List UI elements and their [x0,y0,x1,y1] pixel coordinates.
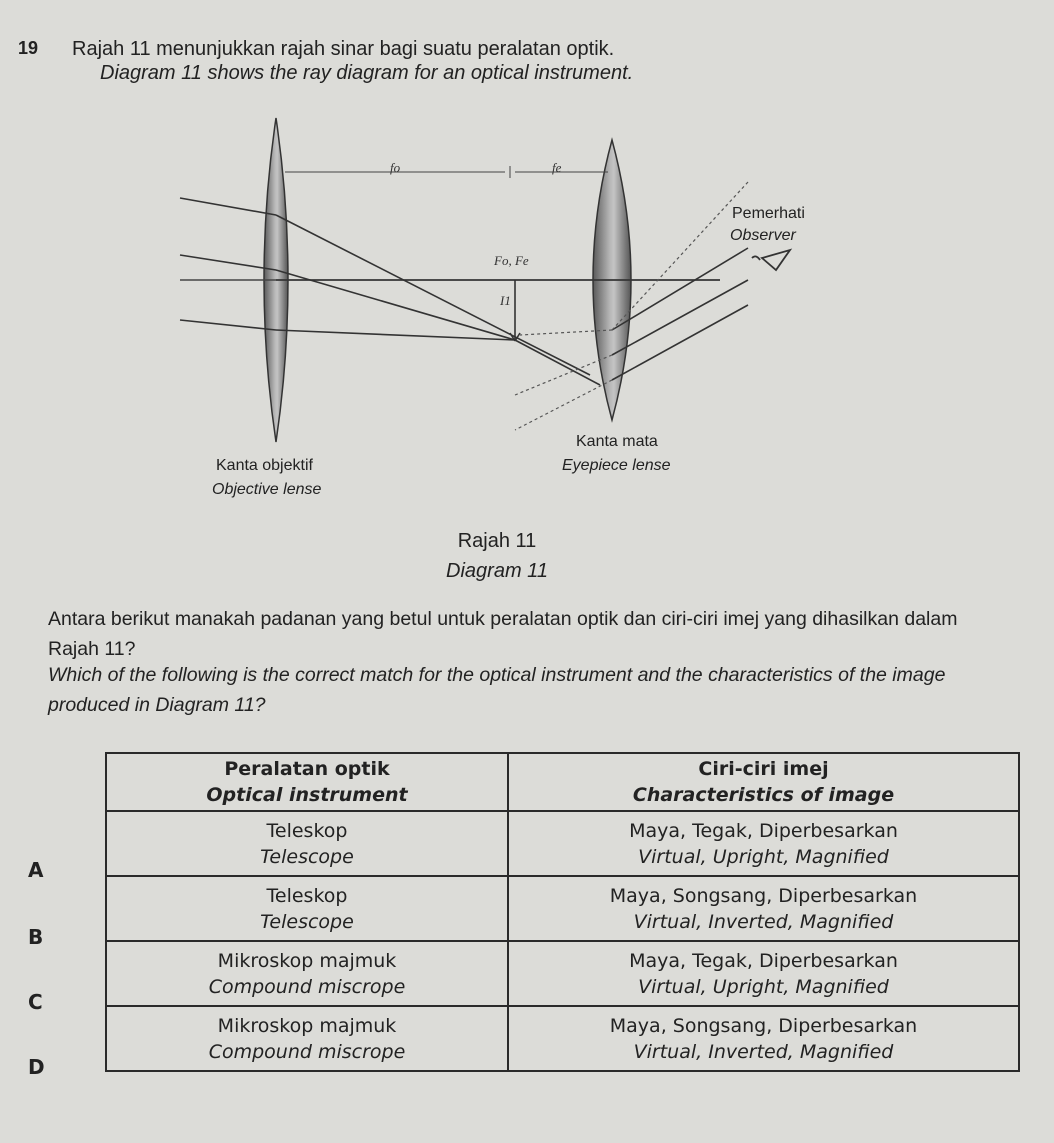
observer-label-malay: Pemerhati [732,205,805,222]
instrument-cell [106,811,508,876]
instrument-malay: Teleskop [266,884,348,907]
header-instrument [106,753,508,811]
ray-diagram [0,90,1054,510]
instrument-malay: Teleskop [266,819,348,842]
question-text-malay: Rajah 11 menunjukkan rajah sinar bagi suatu peralatan optik. [72,38,615,60]
characteristics-english: Virtual, Upright, Magnified [638,845,889,868]
eyepiece-label-malay: Kanta mata [576,433,658,450]
characteristics-english: Virtual, Inverted, Magnified [633,910,894,933]
observer-eye [752,250,790,270]
option-letter-d[interactable]: D [28,1055,45,1079]
table-row[interactable] [106,876,1019,941]
observer-label-english: Observer [730,227,796,244]
characteristics-malay: Maya, Tegak, Diperbesarkan [629,819,898,842]
header-characteristics [508,753,1019,811]
instrument-malay: Mikroskop majmuk [217,949,397,972]
focal-point-label: Fo, Fe [494,253,529,268]
header-characteristics-malay: Ciri-ciri imej [698,758,829,780]
emergent-rays [612,248,748,380]
instrument-english: Telescope [260,910,354,933]
question-text-english: Diagram 11 shows the ray diagram for an optical instrument. [100,62,634,84]
diagram-caption-english: Diagram 11 [446,560,548,582]
characteristics-malay: Maya, Tegak, Diperbesarkan [629,949,898,972]
question-number: 19 [18,38,39,58]
instrument-english: Compound miscrope [208,1040,406,1063]
characteristics-malay: Maya, Songsang, Diperbesarkan [609,884,918,907]
table-row[interactable] [106,1006,1019,1071]
incident-rays [180,198,720,385]
instrument-cell [106,941,508,1006]
table-row[interactable] [106,941,1019,1006]
header-characteristics-english: Characteristics of image [632,784,895,806]
objective-label-english: Objective lense [212,481,322,498]
objective-label-malay: Kanta objektif [216,457,313,474]
answer-table [105,752,1020,1072]
prompt-malay: Antara berikut manakah padanan yang betul untuk peralatan optik dan ciri-ciri imej yang dihasilkan dalam Rajah 11? [48,608,958,660]
virtual-ray-extensions [515,182,748,430]
instrument-cell [106,876,508,941]
option-letter-b[interactable]: B [28,925,44,949]
fo-label: fo [390,160,401,175]
diagram-caption-malay: Rajah 11 [457,530,537,552]
eyepiece-label-english: Eyepiece lense [562,457,671,474]
characteristics-english: Virtual, Inverted, Magnified [633,1040,894,1063]
header-instrument-english: Optical instrument [206,784,408,806]
prompt-english: Which of the following is the correct match for the optical instrument and the characteristics of the image produced in Diagram 11? [48,664,946,716]
header-instrument-malay: Peralatan optik [224,758,390,780]
option-letter-c[interactable]: C [28,990,43,1014]
characteristics-cell [508,941,1019,1006]
instrument-malay: Mikroskop majmuk [217,1014,397,1037]
characteristics-english: Virtual, Upright, Magnified [638,975,889,998]
table-header-row [106,753,1019,811]
first-image-label: I1 [500,293,511,308]
option-letter-a[interactable]: A [28,858,44,882]
characteristics-cell [508,811,1019,876]
instrument-english: Telescope [260,845,354,868]
instrument-english: Compound miscrope [208,975,406,998]
fe-label: fe [552,160,562,175]
intermediate-image-arrow [510,280,520,341]
characteristics-cell [508,1006,1019,1071]
characteristics-malay: Maya, Songsang, Diperbesarkan [609,1014,918,1037]
characteristics-cell [508,876,1019,941]
table-row[interactable] [106,811,1019,876]
instrument-cell [106,1006,508,1071]
